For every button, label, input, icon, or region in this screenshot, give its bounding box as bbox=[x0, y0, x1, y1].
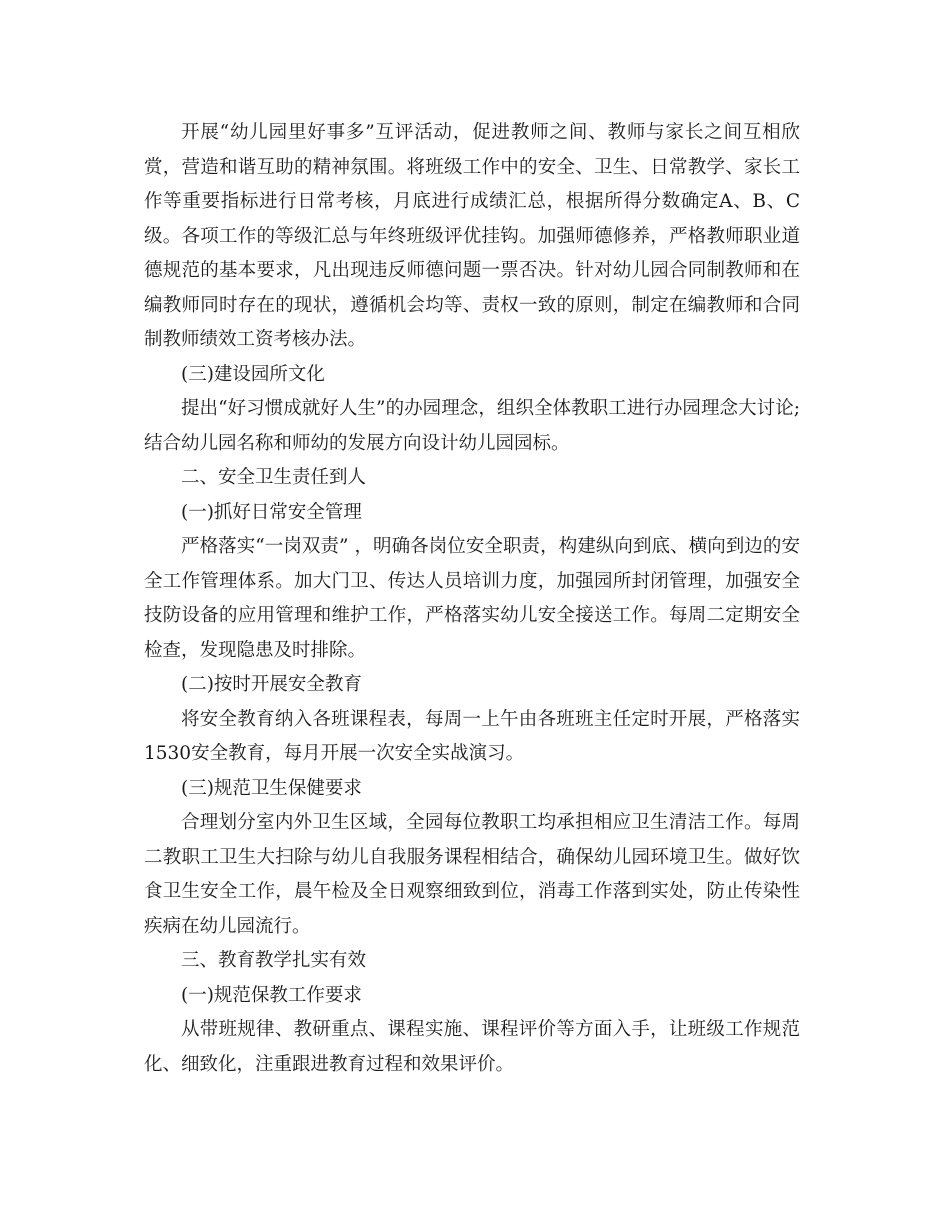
paragraph-daily-safety: 严格落实“一岗双责” ，明确各岗位安全职责，构建纵向到底、横向到边的安全工作管理体系。加大门卫、传达人员培训力度，加强园所封闭管理，加强安全技防设备的应用管理和维护工作，严格落实幼儿安全接送工作。每周二定期安全检查，发现隐患及时排除。 bbox=[144, 536, 800, 661]
subheading-campus-culture: (三)建设园所文化 bbox=[181, 363, 325, 385]
paragraph-teacher-evaluation: 开展“幼儿园里好事多”互评活动，促进教师之间、教师与家长之间互相欣赏，营造和谐互助的精神氛围。将班级工作中的安全、卫生、日常教学、家长工作等重要指标进行日常考核，月底进行成绩汇总，根据所得分数确定A、B、C级。各项工作的等级汇总与年终班级评优挂钩。加强师德修养，严格教师职业道德规范的基本要求，凡出现违反师德问题一票否决。针对幼儿园合同制教师和在编教师同时存在的现状，遵循机会均等、责权一致的原则，制定在编教师和合同制教师绩效工资考核办法。 bbox=[144, 122, 800, 350]
document-body bbox=[144, 116, 800, 1082]
subheading-care-education: (一)规范保教工作要求 bbox=[181, 984, 362, 1006]
section-heading-teaching: 三、教育教学扎实有效 bbox=[181, 950, 367, 971]
subheading-hygiene-care: (三)规范卫生保健要求 bbox=[181, 777, 362, 799]
subheading-daily-safety: (一)抓好日常安全管理 bbox=[181, 501, 362, 523]
paragraph-hygiene-care: 合理划分室内外卫生区域，全园每位教职工均承担相应卫生清洁工作。每周二教职工卫生大扫除与幼儿自我服务课程相结合，确保幼儿园环境卫生。做好饮食卫生安全工作，晨午检及全日观察细致到位，消毒工作落到实处，防止传染性疾病在幼儿园流行。 bbox=[144, 812, 800, 937]
section-heading-safety-hygiene: 二、安全卫生责任到人 bbox=[181, 467, 367, 488]
paragraph-campus-culture: 提出“好习惯成就好人生”的办园理念，组织全体教职工进行办园理念大讨论;结合幼儿园名称和师幼的发展方向设计幼儿园园标。 bbox=[144, 398, 800, 454]
paragraph-care-education: 从带班规律、教研重点、课程实施、课程评价等方面入手，让班级工作规范化、细致化，注重跟进教育过程和效果评价。 bbox=[144, 1019, 800, 1075]
subheading-safety-education: (二)按时开展安全教育 bbox=[181, 674, 362, 695]
paragraph-safety-education: 将安全教育纳入各班课程表，每周一上午由各班班主任定时开展，严格落实1530安全教育，每月开展一次安全实战演习。 bbox=[144, 708, 800, 764]
